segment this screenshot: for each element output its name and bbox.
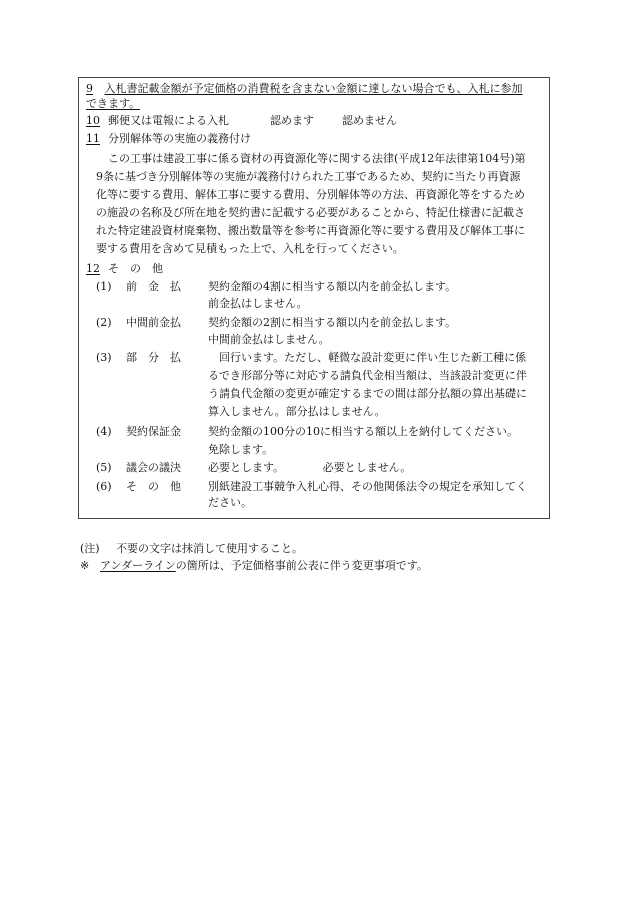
- item-2-line: 契約金額の2割に相当する額以内を前金払します。: [208, 316, 457, 329]
- item-6-label: そ の 他: [126, 480, 181, 493]
- note-2-mark: ※: [80, 559, 90, 572]
- section-11-body-line: 9条に基づき分別解体等の実施が義務付けられた工事であるため、契約に当たり再資源: [96, 170, 521, 183]
- section-12-number: 12: [86, 262, 100, 275]
- item-6-number: (6): [96, 480, 112, 493]
- item-3-line: るでき形部分等に対応する請負代金相当額は、当該設計変更に伴: [208, 369, 527, 382]
- item-6-line: 別紙建設工事競争入札心得、その他関係法令の規定を承知してく: [208, 480, 527, 493]
- section-10: [86, 114, 100, 128]
- item-3-line: 回行います。ただし、軽微な設計変更に伴い生じた新工種に係: [208, 351, 527, 364]
- note-1-text: 不要の文字は抹消して使用すること。: [116, 542, 303, 555]
- item-6-line: ださい。: [208, 496, 252, 509]
- section-9-line2: [86, 97, 140, 111]
- section-11-number: 11: [86, 132, 100, 145]
- item-2-line: 中間前金払はしません。: [208, 333, 330, 346]
- item-2-number: (2): [96, 316, 112, 329]
- item-4-number: (4): [96, 425, 112, 438]
- item-5-number: (5): [96, 461, 112, 474]
- section-10-option-deny: 認めません: [342, 114, 397, 127]
- section-11-body-line: この工事は建設工事に係る資材の再資源化等に関する法律(平成12年法律第104号)第: [108, 152, 526, 165]
- item-4-label: 契約保証金: [126, 425, 181, 438]
- section-9-text: 入札書記載金額が予定価格の消費税を含まない金額に達しない場合でも、入札に参加: [104, 82, 523, 95]
- item-1-number: (1): [96, 280, 112, 293]
- item-5-line: 必要とします。 必要としません。: [208, 461, 412, 474]
- note-1-mark: (注): [80, 542, 100, 555]
- note-2-underlined: アンダーライン: [100, 559, 176, 572]
- section-11-body-line: 要する費用を含めて見積もった上で、入札を行ってください。: [96, 242, 404, 255]
- item-1-line: 契約金額の4割に相当する額以内を前金払します。: [208, 280, 457, 293]
- section-9-number: 9: [86, 82, 93, 95]
- section-10-option-allow: 認めます: [270, 114, 314, 127]
- section-12: [86, 262, 100, 276]
- item-1-label: 前 金 払: [126, 280, 181, 293]
- section-11: [86, 132, 100, 146]
- item-2-label: 中間前金払: [126, 316, 181, 329]
- section-9-line1: [86, 82, 523, 96]
- item-4-line: 免除します。: [208, 443, 274, 456]
- section-11-body-line: の施設の名称及び所在地を契約書に記載する必要があることから、特記仕様書に記載さ: [96, 206, 525, 219]
- item-3-line: 算入しません。部分払はしません。: [208, 405, 386, 418]
- item-5-label: 議会の議決: [126, 461, 181, 474]
- item-3-line: う請負代金額の変更が確定するまでの間は部分払額の算出基礎に: [208, 387, 527, 400]
- section-10-number: 10: [86, 114, 100, 127]
- section-11-body-line: 化等に要する費用、解体工事に要する費用、分別解体等の方法、再資源化等をするため: [96, 188, 525, 201]
- note-2-text: の箇所は、予定価格事前公表に伴う変更事項です。: [175, 559, 428, 572]
- section-9-text-cont: できます。: [86, 97, 141, 110]
- note-2: [100, 559, 428, 573]
- item-3-label: 部 分 払: [126, 351, 181, 364]
- item-1-line: 前金払はしません。: [208, 297, 308, 310]
- section-10-text: 郵便又は電報による入札: [108, 114, 229, 127]
- section-12-title: そ の 他: [108, 262, 163, 275]
- section-11-title: 分別解体等の実施の義務付け: [108, 132, 251, 145]
- item-4-line: 契約金額の100分の10に相当する額以上を納付してください。: [208, 425, 518, 438]
- item-3-number: (3): [96, 351, 112, 364]
- section-11-body-line: れた特定建設資材廃棄物、搬出数量等を参考に再資源化等に要する費用及び解体工事に: [96, 224, 525, 237]
